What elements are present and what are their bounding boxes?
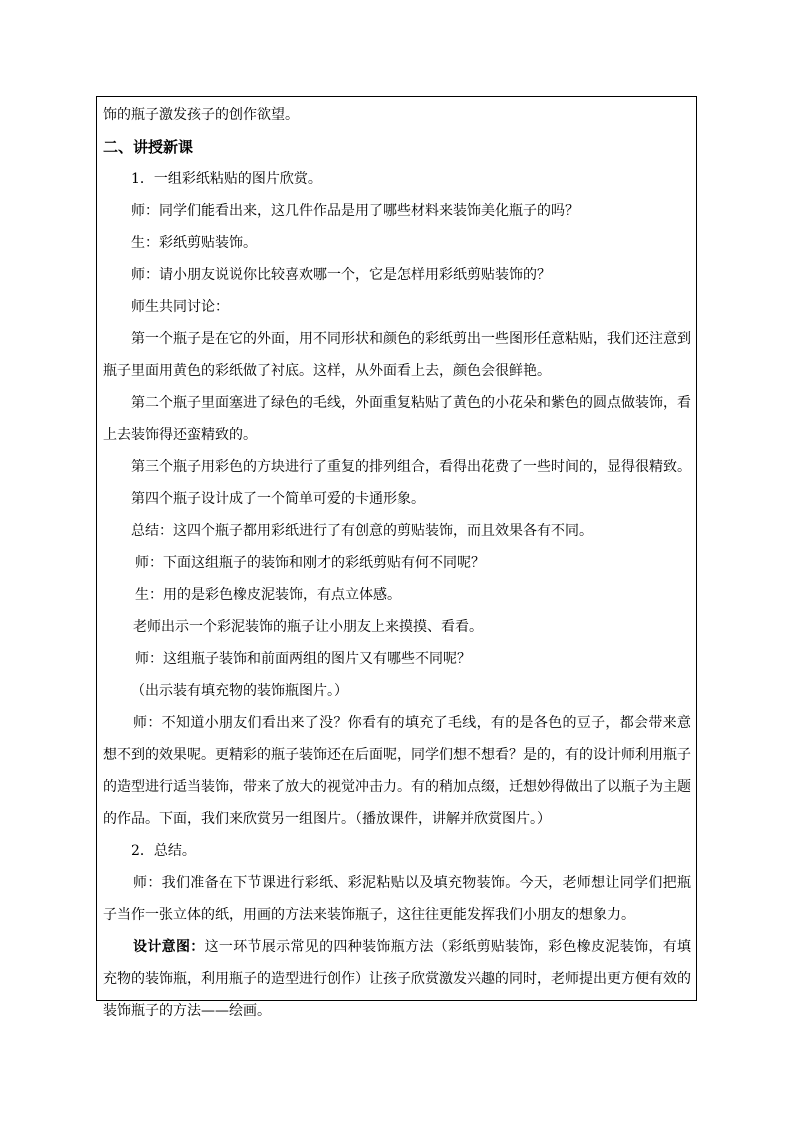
paragraph: 第三个瓶子用彩色的方块进行了重复的排列组合，看得出花费了一些时间的，显得很精致。 [131, 459, 691, 475]
lesson-content [103, 99, 691, 1027]
text-line: （出示装有填充物的装饰瓶图片。） [131, 683, 348, 699]
design-intent-paragraph [103, 931, 691, 1027]
paragraph: 师：我们准备在下节课进行彩纸、彩泥粘贴以及填充物装饰。今天，老师想让同学们把瓶子当作一张立体的纸，用画的方法来装饰瓶子，这往往更能发挥我们小朋友的想象力。 [103, 875, 691, 923]
teacher-line: 师：同学们能看出来，这几件作品是用了哪些材料来装饰美化瓶子的吗？ [131, 203, 579, 219]
paragraph: 第四个瓶子设计成了一个简单可爱的卡通形象。 [131, 491, 425, 507]
teacher-line: 师：下面这组瓶子的装饰和刚才的彩纸剪贴有何不同呢？ [135, 555, 485, 571]
paragraph: 师：不知道小朋友们看出来了没？你看有的填充了毛线，有的是各色的豆子，都会带来意想不到的效果呢。更精彩的瓶子装饰还在后面呢，同学们想不想看？是的，有的设计师利用瓶子的造型进行适当装饰，带来了放大的视觉冲击力。有的稍加点缀，迁想妙得做出了以瓶子为主题的作品。下面，我们来欣赏另一组图片。（播放课件，讲解并欣赏图片。） [103, 715, 691, 827]
student-line: 生：彩纸剪贴装饰。 [131, 235, 257, 251]
design-intent-label: 设计意图： [133, 939, 205, 955]
lesson-table-cell [96, 96, 697, 1019]
paragraph: 第一个瓶子是在它的外面，用不同形状和颜色的彩纸剪出一些图形任意粘贴，我们还注意到瓶子里面用黄色的彩纸做了衬底。这样，从外面看上去，颜色会很鲜艳。 [103, 331, 691, 379]
subsection-title: 1．一组彩纸粘贴的图片欣赏。 [131, 171, 322, 187]
teacher-line: 师：这组瓶子装饰和前面两组的图片又有哪些不同呢？ [135, 651, 471, 667]
design-intent-text: 这一环节展示常见的四种装饰瓶方法（彩纸剪贴装饰，彩色橡皮泥装饰，有填充物的装饰瓶，利用瓶子的造型进行创作）让孩子欣赏激发兴趣的同时，老师提出更方便有效的装饰瓶子的方法——绘画。 [103, 939, 692, 1019]
teacher-line: 师：请小朋友说说你比较喜欢哪一个，它是怎样用彩纸剪贴装饰的？ [131, 267, 551, 283]
summary-line: 总结：这四个瓶子都用彩纸进行了有创意的剪贴装饰，而且效果各有不同。 [131, 523, 593, 539]
text-line: 老师出示一个彩泥装饰的瓶子让小朋友上来摸摸、看看。 [133, 619, 483, 635]
text-line: 饰的瓶子激发孩子的创作欲望。 [103, 107, 299, 123]
student-line: 生：用的是彩色橡皮泥装饰，有点立体感。 [135, 587, 401, 603]
text-line: 师生共同讨论： [131, 299, 229, 315]
paragraph: 第二个瓶子里面塞进了绿色的毛线，外面重复粘贴了黄色的小花朵和紫色的圆点做装饰，看上去装饰得还蛮精致的。 [103, 395, 691, 443]
section-heading: 二、讲授新课 [103, 138, 194, 156]
subsection-title: 2．总结。 [131, 843, 196, 859]
